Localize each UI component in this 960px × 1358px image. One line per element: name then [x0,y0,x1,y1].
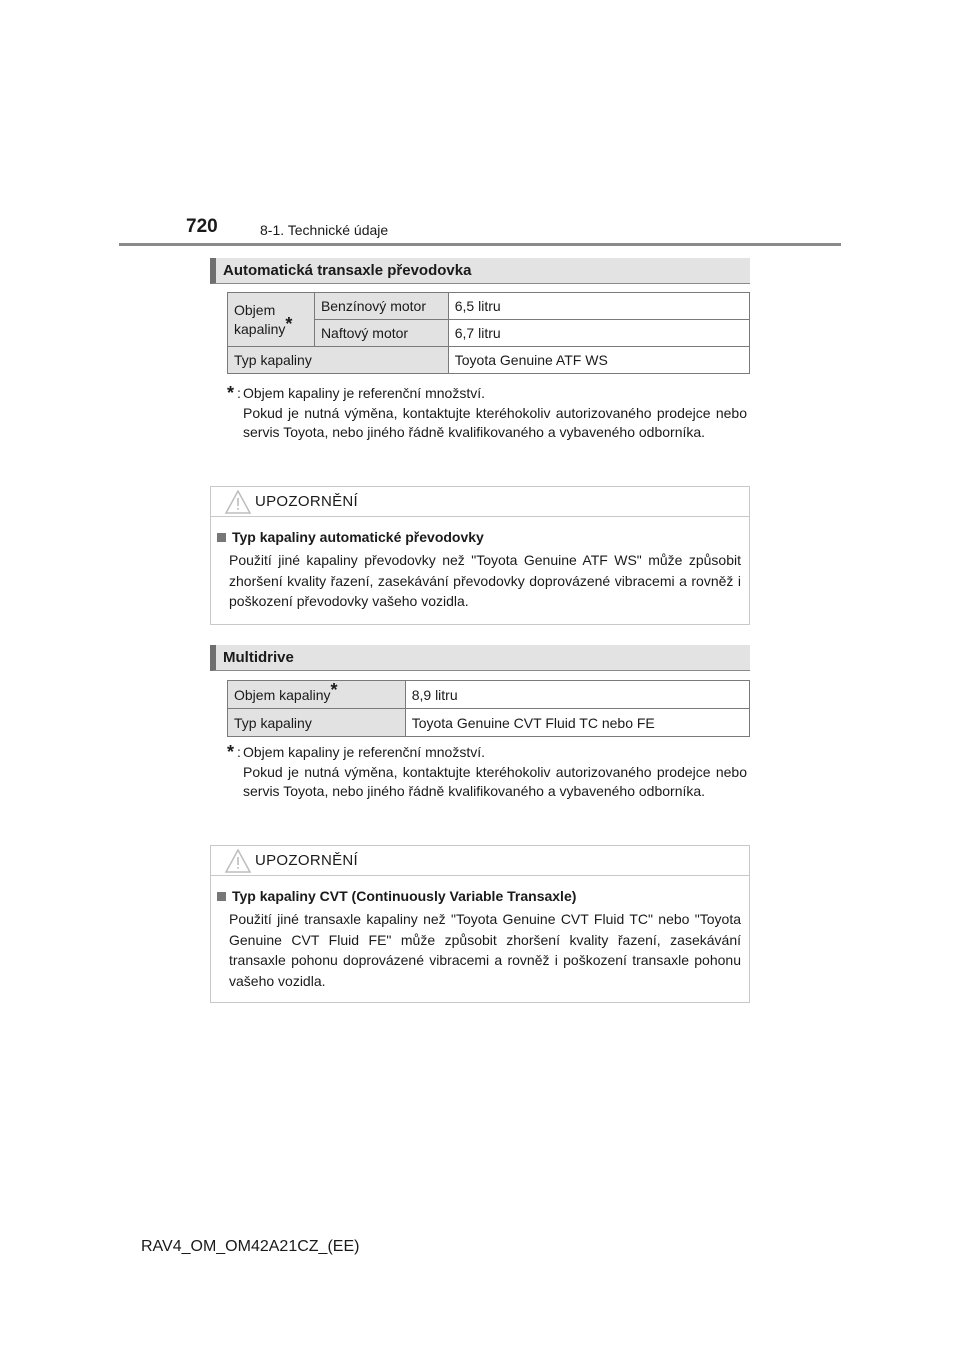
warning-subtitle: Typ kapaliny automatické převodovky [217,529,741,545]
value-cell: 6,7 litru [448,320,749,347]
table-row [228,709,750,737]
atf-spec-table [227,292,750,374]
warning-header [211,487,749,517]
atf-footnote: * : Objem kapaliny je referenční množství. Pokud je nutná výměna, kontaktujte kteréhokoliv autorizovaného prodejce nebo servis Toyota, nebo jiného řádně kvalifikovaného a vybaveného odborníka. [227,384,747,443]
warning-header [211,846,749,876]
multidrive-heading-text: Multidrive [223,649,294,666]
header-rule [119,243,841,246]
footnote-detail: Pokud je nutná výměna, kontaktujte kteréhokoliv autorizovaného prodejce nebo servis Toyota, nebo jiného řádně kvalifikovaného a vybaveného odborníka. [243,404,747,440]
footnote-marker: * [227,383,235,403]
type-label-cell: Typ kapaliny [228,709,406,737]
cvt-footnote: * : Objem kapaliny je referenční množství. Pokud je nutná výměna, kontaktujte kteréhokoliv autorizovaného prodejce nebo servis Toyota, nebo jiného řádně kvalifikovaného a vybaveného odborníka. [227,743,747,802]
footnote-detail: Pokud je nutná výměna, kontaktujte kteréhokoliv autorizovaného prodejce nebo servis Toyota, nebo jiného řádně kvalifikovaného a vybaveného odborníka. [243,763,747,799]
footnote-text: Objem kapaliny je referenční množství. [243,385,485,401]
section-title: 8-1. Technické údaje [260,222,389,238]
warning-triangle-icon [225,849,251,873]
square-bullet-icon [217,533,226,542]
atf-heading-text: Automatická transaxle převodovka [223,262,472,279]
warning-text: Použití jiné kapaliny převodovky než "Toyota Genuine ATF WS" může způsobit zhoršení kvality řazení, zasekávání převodovky doprovázené vibracemi a rovněž i poškození převodovky vašeho vozidla. [229,552,741,609]
warning-body [211,876,749,1003]
value-cell: 8,9 litru [405,681,749,709]
document-code: RAV4_OM_OM42A21CZ_(EE) [141,1238,360,1255]
table-row [228,681,750,709]
capacity-label: Objem kapaliny* [234,302,293,337]
footnote-text: Objem kapaliny je referenční množství. [243,744,485,760]
star-marker: * [285,314,293,335]
warning-triangle-icon [225,490,251,514]
star-marker: * [330,679,338,700]
value-cell: 6,5 litru [448,293,749,320]
type-label-cell: Typ kapaliny [228,347,449,374]
multidrive-section-heading [210,645,750,671]
warning-label: UPOZORNĚNÍ [255,493,359,510]
type-value-cell: Toyota Genuine ATF WS [448,347,749,374]
footnote-marker: * [227,742,235,762]
table-row [228,293,750,320]
capacity-label-cell [228,293,315,347]
warning-subtitle: Typ kapaliny CVT (Continuously Variable Transaxle) [217,888,741,904]
table-row [228,347,750,374]
page-number: 720 [186,216,218,237]
square-bullet-icon [217,892,226,901]
engine-cell: Benzínový motor [314,293,448,320]
capacity-label-cell: Objem kapaliny* [228,681,406,709]
warning-text: Použití jiné transaxle kapaliny než "Toyota Genuine CVT Fluid TC" nebo "Toyota Genuine CVT Fluid FE" může způsobit zhoršení kvality řazení, zasekávání transaxle pohonu doprovázené vibracemi a rovněž i poškození transaxle pohonu vašeho vozidla. [229,911,741,989]
warning-body [211,517,749,624]
warning-label: UPOZORNĚNÍ [255,852,359,869]
warning-box [210,845,750,1003]
multidrive-spec-table [227,680,750,737]
warning-box [210,486,750,625]
type-value-cell: Toyota Genuine CVT Fluid TC nebo FE [405,709,749,737]
atf-section-heading [210,258,750,284]
engine-cell: Naftový motor [314,320,448,347]
